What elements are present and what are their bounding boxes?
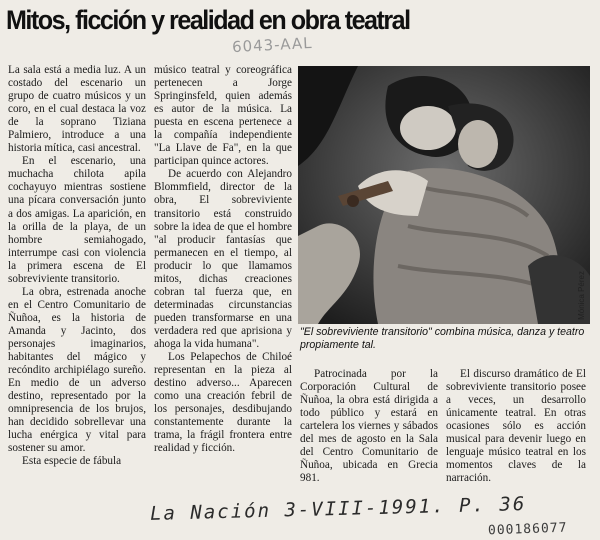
headline: Mitos, ficción y realidad en obra teatral [6,5,410,35]
paragraph: De acuerdo con Alejandro Blommfield, director de la obra, El sobreviviente transitorio está construido sobre la idea de que el hombre "al producir fantasías que permanecen en el tiempo, al producir lo que llamamos mitos, dichas creaciones cobran tal fuerza que, en determinadas circunstancias pueden transformarse en una verdadera red que aprisiona y ahoga la vida humana". [154,168,292,350]
paragraph: músico teatral y coreográfica pertenecen a Jorge Springinsfeld, quien además es autor de la música. La puesta en escena pertenece a la compañía independiente "La Llave de Fa", en la que participan quince actores. [154,64,292,168]
paragraph: La obra, estrenada anoche en el Centro Comunitario de Ñuñoa, es la historia de Amanda y Jacinto, dos personajes imaginarios, habitantes del mágico y recóndito archipiélago sureño. En medio de un adverso destino, representado por la omnipresencia de los brujos, han decidido sobrellevar una lucha enérgica y vital para sostener su amor. [8,285,146,455]
paragraph: El discurso dramático de El sobreviviente transitorio posee a veces, un desarrollo únicamente teatral. En otras ocasiones sólo es acción musical para devenir luego en lenguaje músico teatral en los momentos claves de la narración. [446,368,586,485]
paragraph: La sala está a media luz. A un costado del escenario un grupo de cuatro músicos y un coro, en el cual destaca la voz de la soprano Tiziana Palmiero, introduce a una historia mítica, casi ancestral. [8,64,146,155]
handwritten-archive-code: 000186077 [487,520,568,539]
photo-caption: "El sobreviviente transitorio" combina música, danza y teatro propiamente tal. [300,326,585,351]
paragraph: Patrocinada por la Corporación Cultural de Ñuñoa, la obra está dirigida a todo público y estará en cartelera los viernes y sábados del mes de agosto en la Sala del Centro Comunitario de Ñuñoa, ubicada en Grecia 981. [300,368,438,485]
article-column-2 [154,64,292,455]
handwritten-source-note: La Nación 3-VIII-1991. P. 36 [149,493,527,525]
article-column-3 [300,368,438,485]
paragraph: Los Pelapechos de Chiloé representan en la pieza al destino adverso... Aparecen como una creación febril de los personajes, desdibujando constantemente durante la trama, la frágil frontera entre realidad y ficción. [154,351,292,455]
paragraph: Esta especie de fábula [22,455,122,468]
article-column-1 [8,64,146,468]
article-column-4 [446,368,586,485]
theatre-scene-photo [298,66,590,324]
paragraph: En el escenario, una muchacha chilota apila cochayuyo mientras sostiene una pícara conversación junto a dos amigas. La aparición, en la orilla de la playa, de un hombre semiahogado, interrumpe casi con violencia la primera escena de El sobreviviente transitorio. [8,155,146,285]
photo-credit: Mónica Pérez [577,271,586,320]
handwritten-reference: 6043-AAL [231,33,313,57]
article-photo [298,66,590,324]
